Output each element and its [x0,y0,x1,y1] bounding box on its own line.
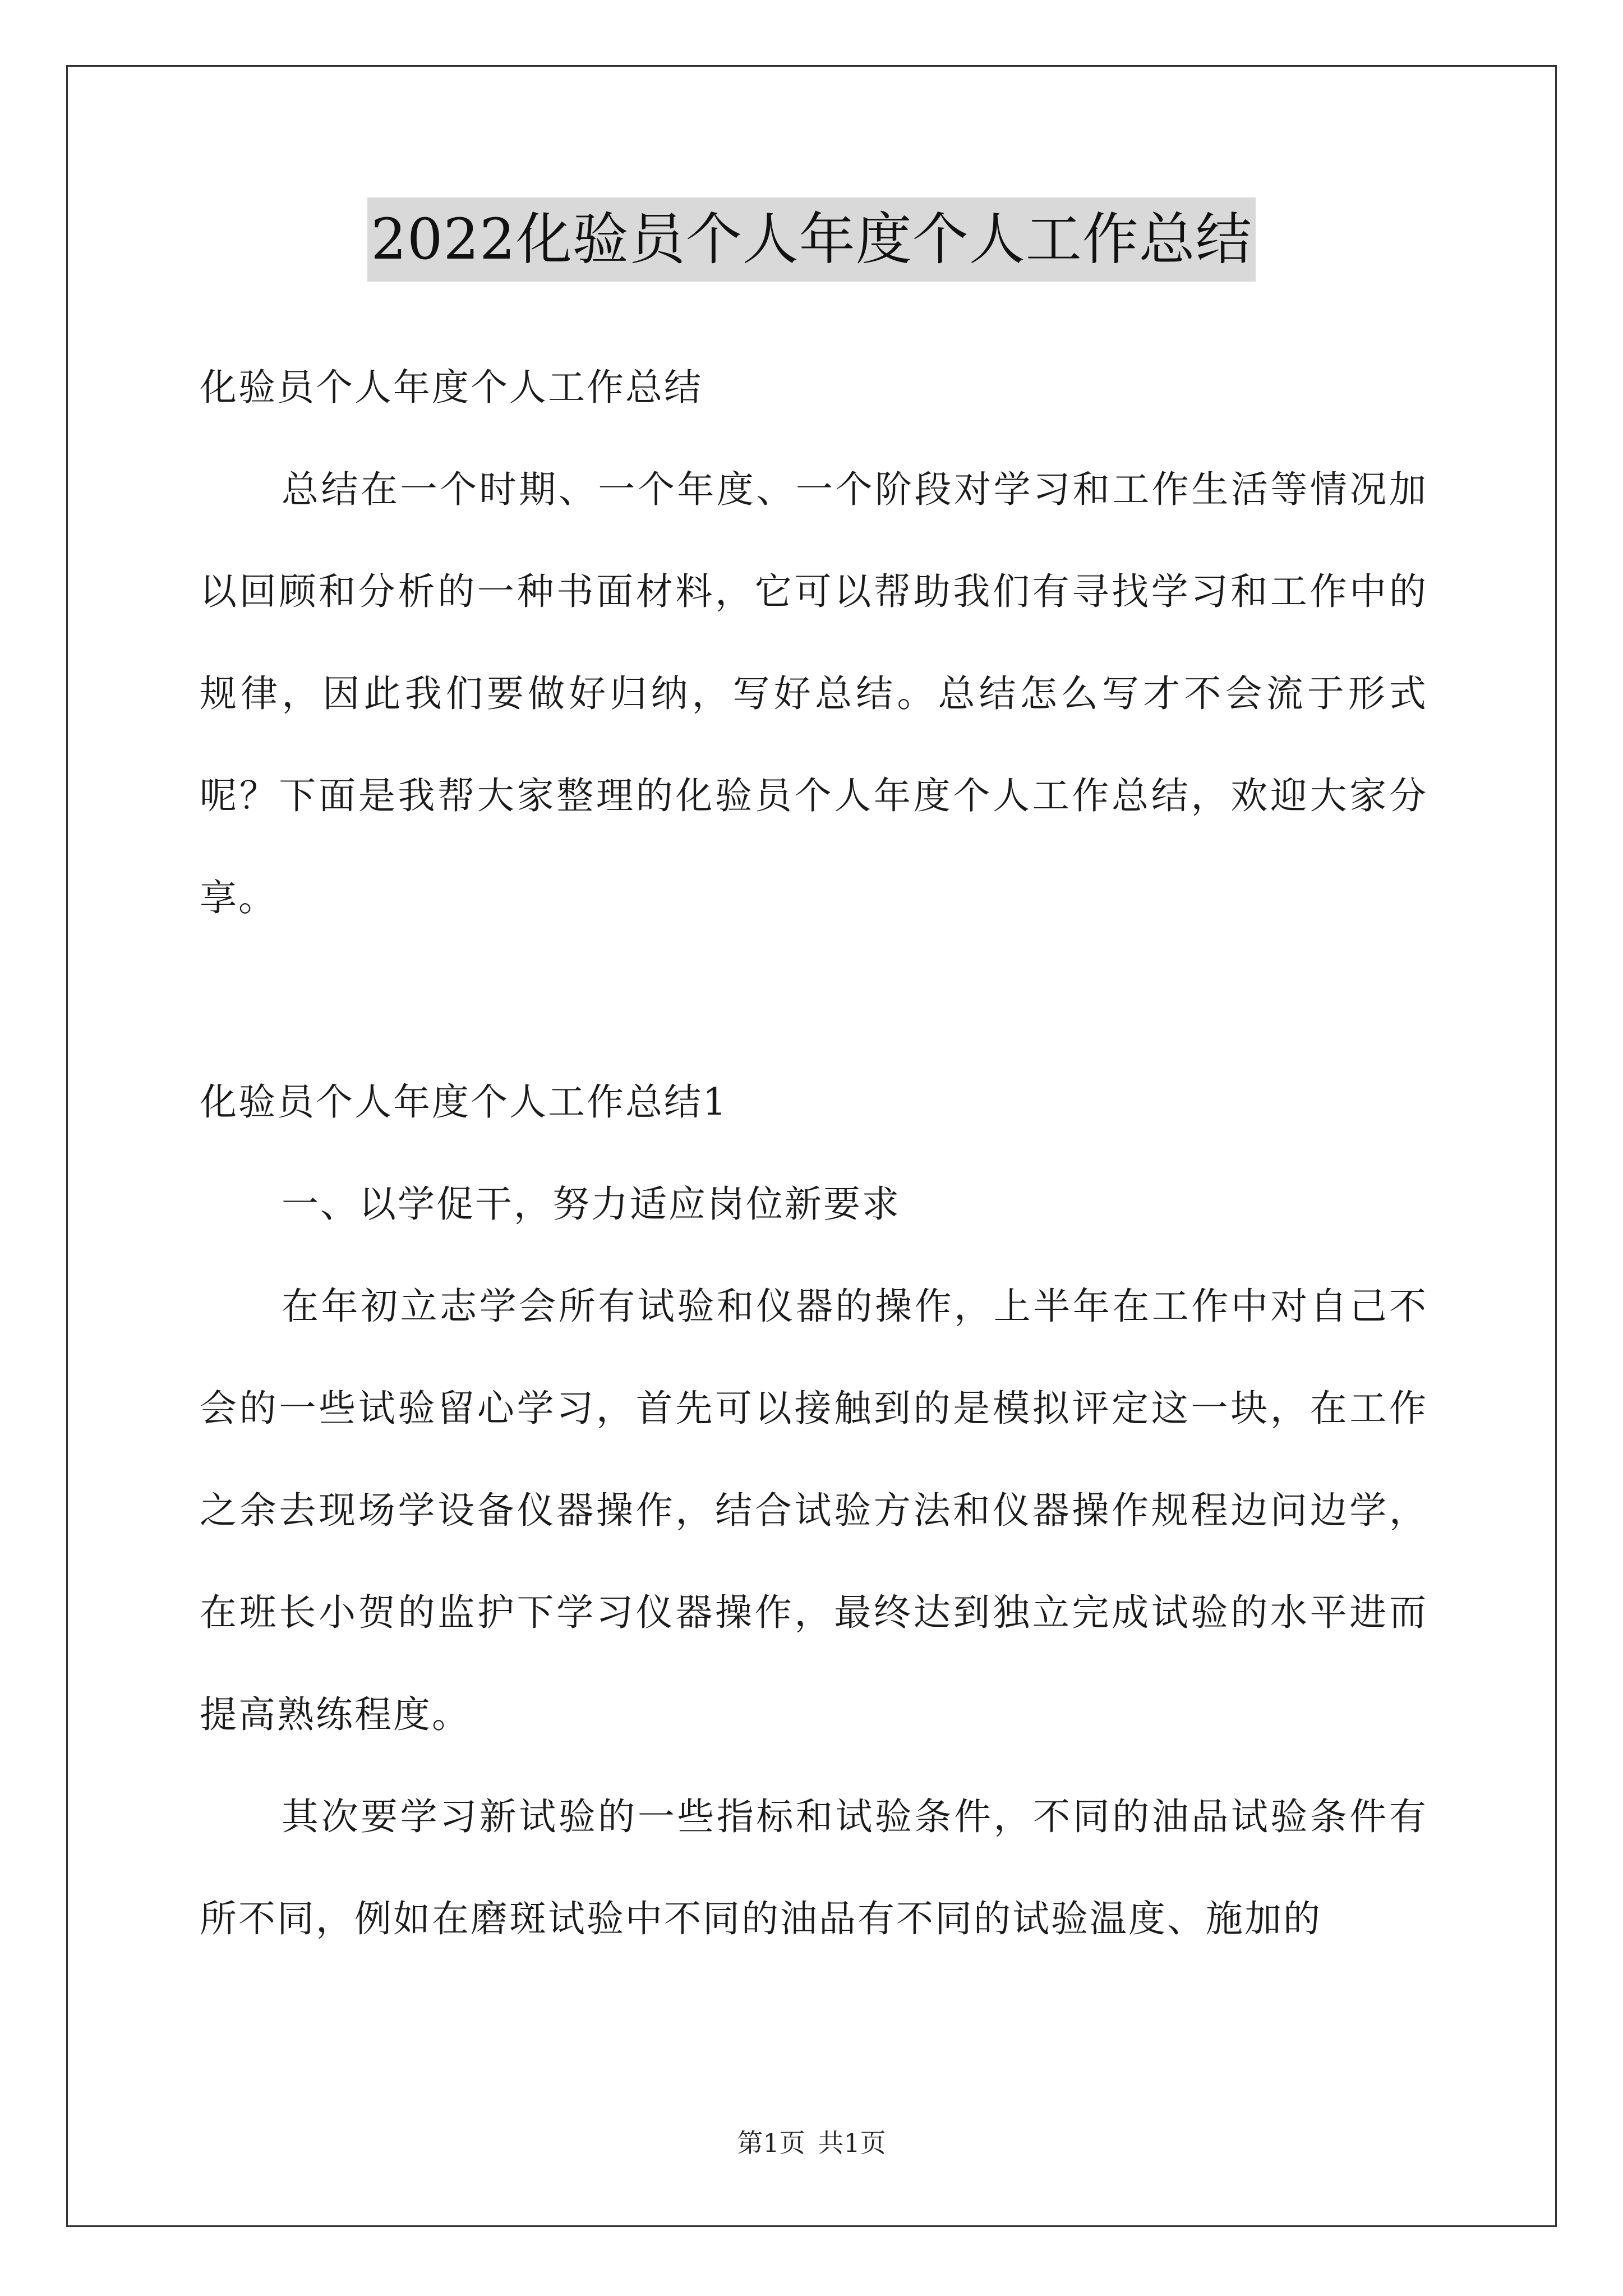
paragraph-gap [200,949,1428,1051]
page-number-total: 共1页 [818,2128,886,2158]
document-title: 2022化验员个人年度个人工作总结 [367,197,1256,282]
section-heading: 化验员个人年度个人工作总结1 [200,1080,728,1124]
subsection-heading: 一、以学促干，努力适应岗位新要求 [282,1182,901,1226]
body-paragraph: 在年初立志学会所有试验和仪器的操作，上半年在工作中对自己不会的一些试验留心学习，首先可以接触到的是模拟评定这一块，在工作之余去现场学设备仪器操作，结合试验方法和仪器操作规程边问边学，在班长小贺的监护下学习仪器操作，最终达到独立完成试验的水平进而提高熟练程度。 [200,1285,1428,1736]
intro-paragraph: 总结在一个时期、一个年度、一个阶段对学习和工作生活等情况加以回顾和分析的一种书面材料，它可以帮助我们有寻找学习和工作中的规律，因此我们要做好归纳，写好总结。总结怎么写才不会流于形式呢？下面是我帮大家整理的化验员个人年度个人工作总结，欢迎大家分享。 [200,468,1428,919]
page-number-current: 第1页 [737,2128,805,2158]
subtitle-paragraph: 化验员个人年度个人工作总结 [200,366,703,409]
body-paragraph: 其次要学习新试验的一些指标和试验条件，不同的油品试验条件有所不同，例如在磨斑试验中不同的油品有不同的试验温度、施加的 [200,1795,1428,1940]
document-body [200,337,1428,1970]
title-container [0,197,1623,282]
page-footer [0,2126,1623,2160]
